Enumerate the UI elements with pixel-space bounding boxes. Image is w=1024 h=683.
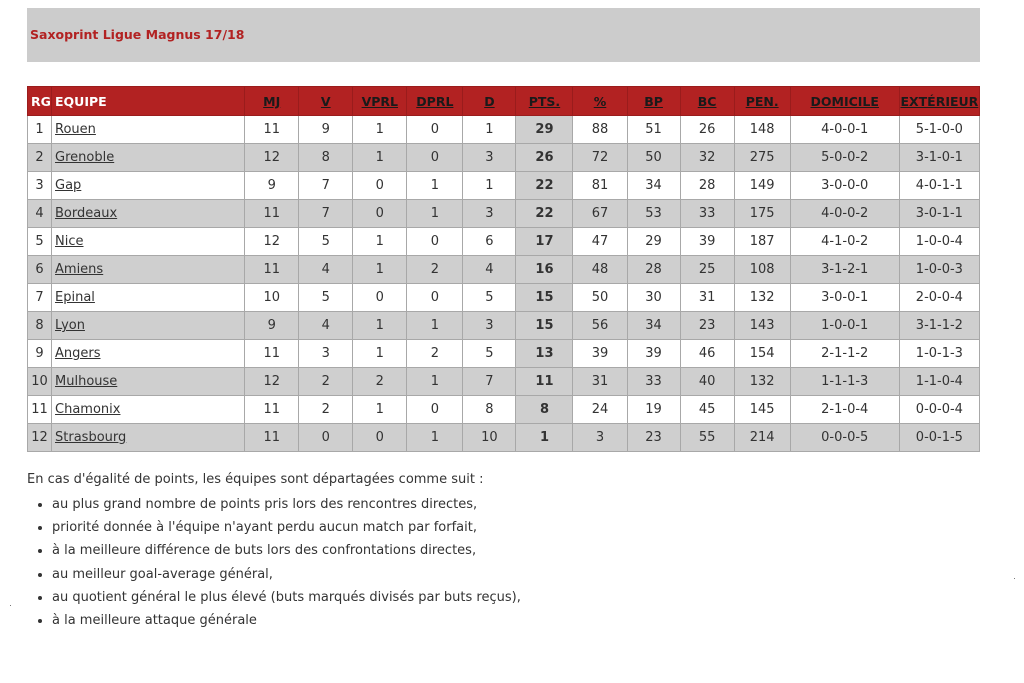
tiebreak-rule: • au meilleur goal-average général, — [52, 563, 521, 586]
cell-domicile: 4-0-0-1 — [790, 116, 899, 144]
cell-pen: 143 — [734, 312, 790, 340]
standings-table — [27, 86, 980, 452]
cell-d: 8 — [463, 396, 516, 424]
team-link[interactable]: Grenoble — [55, 150, 115, 165]
table-row — [28, 144, 980, 172]
cell-mj: 9 — [245, 312, 299, 340]
cell-dprl: 0 — [407, 284, 463, 312]
cell-pen: 214 — [734, 424, 790, 452]
cell-pct: 72 — [573, 144, 627, 172]
cell-domicile: 2-1-1-2 — [790, 340, 899, 368]
cell-bc: 45 — [680, 396, 734, 424]
tiebreak-intro: En cas d'égalité de points, les équipes sont départagées comme suit : — [27, 472, 484, 487]
column-header-exterieur[interactable]: EXTÉRIEUR — [899, 87, 979, 116]
header-row — [28, 87, 980, 116]
column-header-dprl[interactable]: DPRL — [407, 87, 463, 116]
cell-pen: 154 — [734, 340, 790, 368]
cell-bp: 28 — [627, 256, 680, 284]
cell-exterieur: 1-0-0-4 — [899, 228, 979, 256]
tiebreak-rule: • à la meilleure différence de buts lors des confrontations directes, — [52, 539, 521, 562]
cell-mj: 11 — [245, 424, 299, 452]
cell-pct: 3 — [573, 424, 627, 452]
team-link[interactable]: Nice — [55, 234, 84, 249]
cell-exterieur: 3-0-1-1 — [899, 200, 979, 228]
cell-domicile: 1-0-0-1 — [790, 312, 899, 340]
column-header-pts[interactable]: PTS. — [516, 87, 573, 116]
cell-vprl: 1 — [353, 228, 407, 256]
cell-team — [52, 396, 245, 424]
cell-team — [52, 312, 245, 340]
cell-pts: 29 — [516, 116, 573, 144]
cell-domicile: 4-1-0-2 — [790, 228, 899, 256]
cell-team — [52, 284, 245, 312]
cell-dprl: 1 — [407, 424, 463, 452]
cell-dprl: 1 — [407, 172, 463, 200]
cell-pts: 15 — [516, 312, 573, 340]
cell-dprl: 2 — [407, 340, 463, 368]
cell-vprl: 0 — [353, 284, 407, 312]
table-row — [28, 312, 980, 340]
cell-exterieur: 0-0-0-4 — [899, 396, 979, 424]
cell-bc: 28 — [680, 172, 734, 200]
tiebreak-rule: • à la meilleure attaque générale — [52, 609, 521, 632]
cell-exterieur: 5-1-0-0 — [899, 116, 979, 144]
cell-dprl: 1 — [407, 312, 463, 340]
cell-pts: 17 — [516, 228, 573, 256]
table-row — [28, 340, 980, 368]
cell-vprl: 1 — [353, 116, 407, 144]
cell-d: 3 — [463, 144, 516, 172]
cell-dprl: 0 — [407, 116, 463, 144]
cell-rank: 11 — [28, 396, 52, 424]
cell-d: 1 — [463, 172, 516, 200]
cell-dprl: 0 — [407, 396, 463, 424]
cell-domicile: 2-1-0-4 — [790, 396, 899, 424]
cell-vprl: 0 — [353, 200, 407, 228]
cell-dprl: 1 — [407, 368, 463, 396]
cell-vprl: 1 — [353, 396, 407, 424]
cell-dprl: 0 — [407, 228, 463, 256]
cell-bp: 19 — [627, 396, 680, 424]
team-link[interactable]: Rouen — [55, 122, 96, 137]
cell-exterieur: 3-1-1-2 — [899, 312, 979, 340]
cell-d: 3 — [463, 312, 516, 340]
team-link[interactable]: Lyon — [55, 318, 85, 333]
cell-pct: 88 — [573, 116, 627, 144]
cell-bc: 32 — [680, 144, 734, 172]
team-link[interactable]: Bordeaux — [55, 206, 118, 221]
cell-team — [52, 116, 245, 144]
cell-bc: 23 — [680, 312, 734, 340]
tiebreak-rule: • au plus grand nombre de points pris lors des rencontres directes, — [52, 493, 521, 516]
cell-domicile: 0-0-0-5 — [790, 424, 899, 452]
cell-domicile: 3-0-0-1 — [790, 284, 899, 312]
cell-vprl: 2 — [353, 368, 407, 396]
cell-vprl: 1 — [353, 144, 407, 172]
cell-bp: 29 — [627, 228, 680, 256]
team-link[interactable]: Mulhouse — [55, 374, 118, 389]
cell-bp: 34 — [627, 312, 680, 340]
cell-team — [52, 340, 245, 368]
cell-rank: 9 — [28, 340, 52, 368]
cell-v: 4 — [299, 312, 353, 340]
cell-pct: 31 — [573, 368, 627, 396]
cell-domicile: 3-1-2-1 — [790, 256, 899, 284]
cell-pen: 149 — [734, 172, 790, 200]
cell-v: 4 — [299, 256, 353, 284]
cell-team — [52, 200, 245, 228]
team-link[interactable]: Angers — [55, 346, 101, 361]
cell-vprl: 1 — [353, 312, 407, 340]
table-row — [28, 228, 980, 256]
cell-mj: 11 — [245, 256, 299, 284]
cell-pts: 11 — [516, 368, 573, 396]
column-header-equipe: EQUIPE — [52, 87, 245, 116]
column-header-rg: RG — [28, 87, 52, 116]
tiebreak-list — [27, 493, 521, 632]
table-row — [28, 424, 980, 452]
cell-v: 9 — [299, 116, 353, 144]
table-row — [28, 284, 980, 312]
cell-d: 5 — [463, 284, 516, 312]
cell-v: 5 — [299, 228, 353, 256]
cell-pts: 26 — [516, 144, 573, 172]
cell-mj: 11 — [245, 200, 299, 228]
cell-v: 5 — [299, 284, 353, 312]
column-header-domicile[interactable]: DOMICILE — [790, 87, 899, 116]
table-row — [28, 256, 980, 284]
cell-exterieur: 1-0-0-3 — [899, 256, 979, 284]
team-link[interactable]: Gap — [55, 178, 82, 193]
cell-mj: 11 — [245, 340, 299, 368]
cell-pen: 132 — [734, 368, 790, 396]
cell-rank: 2 — [28, 144, 52, 172]
cell-d: 4 — [463, 256, 516, 284]
cell-pen: 275 — [734, 144, 790, 172]
cell-bc: 25 — [680, 256, 734, 284]
cell-bp: 51 — [627, 116, 680, 144]
cell-bp: 39 — [627, 340, 680, 368]
team-link[interactable]: Strasbourg — [55, 430, 127, 445]
cell-v: 7 — [299, 200, 353, 228]
cell-vprl: 0 — [353, 172, 407, 200]
cell-team — [52, 144, 245, 172]
cell-v: 0 — [299, 424, 353, 452]
cell-domicile: 3-0-0-0 — [790, 172, 899, 200]
column-header-mj[interactable]: MJ — [245, 87, 299, 116]
cell-exterieur: 1-0-1-3 — [899, 340, 979, 368]
table-row — [28, 172, 980, 200]
cell-team — [52, 256, 245, 284]
cell-bp: 30 — [627, 284, 680, 312]
cell-d: 3 — [463, 200, 516, 228]
cell-d: 6 — [463, 228, 516, 256]
cell-mj: 9 — [245, 172, 299, 200]
cell-pct: 56 — [573, 312, 627, 340]
cell-v: 8 — [299, 144, 353, 172]
cell-bp: 33 — [627, 368, 680, 396]
team-link[interactable]: Epinal — [55, 290, 95, 305]
page-title: Saxoprint Ligue Magnus 17/18 — [30, 27, 245, 42]
cell-domicile: 4-0-0-2 — [790, 200, 899, 228]
cell-pts: 1 — [516, 424, 573, 452]
cell-domicile: 5-0-0-2 — [790, 144, 899, 172]
cell-rank: 10 — [28, 368, 52, 396]
cell-pts: 8 — [516, 396, 573, 424]
cell-rank: 7 — [28, 284, 52, 312]
cell-rank: 3 — [28, 172, 52, 200]
table-row — [28, 116, 980, 144]
cell-bc: 40 — [680, 368, 734, 396]
cell-bp: 34 — [627, 172, 680, 200]
tiebreak-note — [27, 472, 521, 632]
cell-pct: 39 — [573, 340, 627, 368]
table-row — [28, 368, 980, 396]
cell-bp: 50 — [627, 144, 680, 172]
team-link[interactable]: Chamonix — [55, 402, 121, 417]
cell-d: 5 — [463, 340, 516, 368]
cell-pct: 24 — [573, 396, 627, 424]
cell-vprl: 0 — [353, 424, 407, 452]
cell-pen: 108 — [734, 256, 790, 284]
column-header-vprl[interactable]: VPRL — [353, 87, 407, 116]
cell-pen: 145 — [734, 396, 790, 424]
table-row — [28, 200, 980, 228]
cell-pct: 48 — [573, 256, 627, 284]
cell-exterieur: 2-0-0-4 — [899, 284, 979, 312]
cell-rank: 6 — [28, 256, 52, 284]
cell-pts: 16 — [516, 256, 573, 284]
column-header-pct[interactable]: % — [573, 87, 627, 116]
cell-bc: 26 — [680, 116, 734, 144]
column-header-bp[interactable]: BP — [627, 87, 680, 116]
cell-mj: 11 — [245, 396, 299, 424]
cell-dprl: 1 — [407, 200, 463, 228]
cell-v: 7 — [299, 172, 353, 200]
cell-d: 10 — [463, 424, 516, 452]
column-header-d[interactable]: D — [463, 87, 516, 116]
team-link[interactable]: Amiens — [55, 262, 104, 277]
cell-pts: 22 — [516, 200, 573, 228]
cell-rank: 1 — [28, 116, 52, 144]
stray-pixel — [1014, 578, 1015, 579]
cell-team — [52, 228, 245, 256]
tiebreak-rule: • au quotient général le plus élevé (buts marqués divisés par buts reçus), — [52, 586, 521, 609]
cell-pen: 187 — [734, 228, 790, 256]
cell-bc: 46 — [680, 340, 734, 368]
cell-bp: 53 — [627, 200, 680, 228]
standings-body — [28, 116, 980, 452]
cell-mj: 12 — [245, 368, 299, 396]
title-bar — [27, 8, 980, 62]
cell-mj: 11 — [245, 116, 299, 144]
cell-bp: 23 — [627, 424, 680, 452]
cell-rank: 5 — [28, 228, 52, 256]
cell-bc: 31 — [680, 284, 734, 312]
cell-pct: 67 — [573, 200, 627, 228]
cell-d: 7 — [463, 368, 516, 396]
cell-mj: 12 — [245, 228, 299, 256]
column-header-bc[interactable]: BC — [680, 87, 734, 116]
cell-rank: 12 — [28, 424, 52, 452]
cell-vprl: 1 — [353, 340, 407, 368]
cell-team — [52, 368, 245, 396]
cell-mj: 12 — [245, 144, 299, 172]
cell-pct: 81 — [573, 172, 627, 200]
stray-pixel — [10, 605, 11, 606]
cell-v: 2 — [299, 396, 353, 424]
cell-exterieur: 0-0-1-5 — [899, 424, 979, 452]
cell-exterieur: 4-0-1-1 — [899, 172, 979, 200]
cell-mj: 10 — [245, 284, 299, 312]
cell-pen: 175 — [734, 200, 790, 228]
cell-team — [52, 424, 245, 452]
cell-d: 1 — [463, 116, 516, 144]
cell-rank: 4 — [28, 200, 52, 228]
cell-pen: 132 — [734, 284, 790, 312]
cell-v: 2 — [299, 368, 353, 396]
cell-exterieur: 1-1-0-4 — [899, 368, 979, 396]
cell-pen: 148 — [734, 116, 790, 144]
cell-dprl: 2 — [407, 256, 463, 284]
column-header-pen[interactable]: PEN. — [734, 87, 790, 116]
cell-domicile: 1-1-1-3 — [790, 368, 899, 396]
cell-exterieur: 3-1-0-1 — [899, 144, 979, 172]
cell-dprl: 0 — [407, 144, 463, 172]
cell-vprl: 1 — [353, 256, 407, 284]
tiebreak-rule: • priorité donnée à l'équipe n'ayant perdu aucun match par forfait, — [52, 516, 521, 539]
table-row — [28, 396, 980, 424]
cell-v: 3 — [299, 340, 353, 368]
cell-pts: 22 — [516, 172, 573, 200]
cell-bc: 55 — [680, 424, 734, 452]
cell-pct: 47 — [573, 228, 627, 256]
cell-pts: 13 — [516, 340, 573, 368]
cell-rank: 8 — [28, 312, 52, 340]
cell-pct: 50 — [573, 284, 627, 312]
cell-bc: 33 — [680, 200, 734, 228]
column-header-v[interactable]: V — [299, 87, 353, 116]
cell-bc: 39 — [680, 228, 734, 256]
cell-pts: 15 — [516, 284, 573, 312]
cell-team — [52, 172, 245, 200]
